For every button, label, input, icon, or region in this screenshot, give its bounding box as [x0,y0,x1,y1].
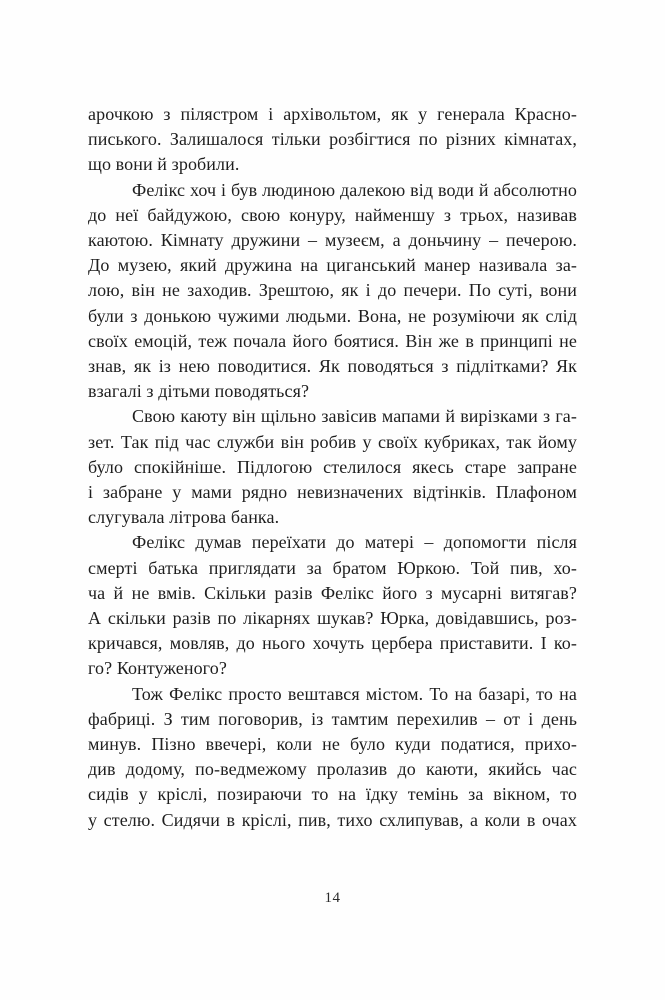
text-line: були з донькою чужими людьми. Вона, не розуміючи як слід [88,305,577,326]
paragraph [88,682,577,833]
text-line: минув. Пізно ввечері, коли не було куди податися, прихо- [88,734,577,755]
text-line: фабриці. З тим поговорив, із тамтим перехилив – от і день [88,708,577,729]
text-line: Свою каюту він щільно завісив мапами й вирізками з га- [132,406,577,427]
paragraph [88,530,577,681]
text-line: що вони й зробили. [88,154,240,175]
text-line: до неї байдужою, свою конуру, найменшу з трьох, називав [88,204,577,225]
text-line: До музею, який дружина на циганський манер називала за- [88,255,577,276]
text-line: у стелю. Сидячи в кріслі, пив, тихо схлипував, а коли в очах [88,809,577,830]
text-line: і забране у мами рядно невизначених відтінків. Плафоном [88,482,577,503]
text-line: Тож Фелікс просто вештався містом. То на базарі, то на [132,683,577,704]
paragraph [88,102,577,178]
paragraph [88,404,577,530]
text-line: Фелікс думав переїхати до матері – допомогти після [132,532,577,553]
text-line: го? Контуженого? [88,658,227,679]
text-line: арочкою з пілястром і архівольтом, як у генерала Красно- [88,104,577,124]
text-line: писького. Залишалося тільки розбігтися по різних кімнатах, [88,129,577,150]
text-line: було спокійніше. Підлогою стелилося якесь старе запране [88,456,577,477]
text-line: своїх емоцій, теж почала його боятися. Він же в принципі не [88,330,577,351]
text-line: зет. Так під час служби він робив у своїх кубриках, так йому [88,431,577,452]
text-line: Фелікс хоч і був людиною далекою від води й абсолютно [132,179,577,200]
text-line: кричався, мовляв, до нього хочуть цербера приставити. І ко- [88,633,577,654]
text-line: ча й не вмів. Скільки разів Фелікс його з мусарні витягав? [88,582,577,603]
text-line: смерті батька приглядати за братом Юркою. Той пив, хо- [88,557,577,578]
body-text [88,102,577,833]
paragraph [88,178,577,405]
text-line: сидів у кріслі, позираючи то на їдку темінь за вікном, то [88,784,577,805]
text-line: А скільки разів по лікарнях шукав? Юрка, довідавшись, роз- [88,608,577,629]
text-line: знав, як із нею поводитися. Як поводяться з підлітками? Як [88,356,577,377]
text-line: слугувала літрова банка. [88,507,280,528]
page-number: 14 [324,890,341,906]
text-line: лою, він не заходив. Зрештою, як і до печери. По суті, вони [88,280,577,301]
text-line: див додому, по-ведмежому пролазив до каюти, якийсь час [88,759,577,780]
text-line: каютою. Кімнату дружини – музеєм, а доньчину – печерою. [88,230,577,251]
text-line: взагалі з дітьми поводяться? [88,381,310,402]
